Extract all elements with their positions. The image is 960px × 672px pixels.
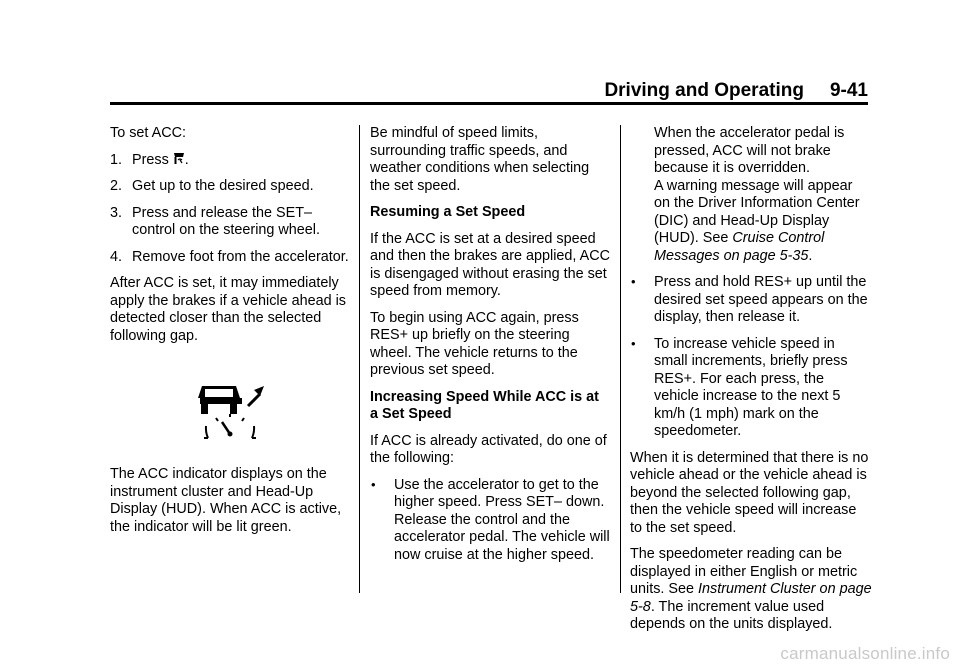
acc-indicator-icon	[196, 382, 266, 444]
step-number: 1.	[110, 151, 123, 168]
step-2	[110, 178, 350, 196]
bullet-continuation	[630, 125, 872, 265]
page-number: 9-41	[829, 80, 868, 101]
bullet-accelerator	[370, 477, 610, 565]
column-1	[110, 125, 350, 545]
step-text: Press and release the SET– control on the steering wheel.	[132, 204, 320, 238]
no-vehicle-paragraph: When it is determined that there is no vehicle ahead or the vehicle ahead is beyond the selected following gap, then the vehicle speed will increase to the set speed.	[630, 449, 869, 536]
step-text: Remove foot from the accelerator.	[132, 248, 349, 265]
bullet-increments	[630, 336, 872, 441]
column-3	[630, 125, 872, 643]
step-number: 3.	[110, 204, 123, 221]
resume-paragraph-2: To begin using ACC again, press RES+ up briefly on the steering wheel. The vehicle returns to the previous set speed.	[370, 309, 579, 378]
step-text: Press	[132, 151, 169, 168]
heading-resuming: Resuming a Set Speed	[370, 204, 526, 220]
step-3	[110, 205, 350, 240]
increase-intro: If ACC is already activated, do one of the following:	[370, 432, 607, 466]
step-number: 4.	[110, 248, 123, 265]
acc-set-paragraph: After ACC is set, it may immediately apply the brakes if a vehicle ahead is detected closer than the selected following gap.	[110, 275, 346, 344]
bullet-text: Press and hold RES+ up until the desired set speed appears on the display, then release it.	[654, 274, 868, 325]
continuation-text-1: When the accelerator pedal is pressed, ACC will not brake because it is overridden.	[654, 125, 845, 176]
step-1	[110, 152, 350, 170]
bullet-dot: •	[371, 476, 376, 492]
bullet-dot: •	[631, 335, 636, 351]
cross-reference-link[interactable]: Cruise Control Messages on page 5-35	[654, 230, 825, 264]
resume-paragraph-1: If the ACC is set at a desired speed and then the brakes are applied, ACC is disengaged without erasing the set speed from memory.	[370, 230, 611, 299]
bullet-text: Use the accelerator to get to the higher speed. Press SET– down. Release the control and the accelerator pedal. The vehicle will now cruise at the higher speed.	[394, 476, 610, 563]
column-divider-2	[620, 125, 621, 593]
column-2	[370, 125, 610, 573]
section-title: Driving and Operating	[604, 80, 804, 101]
units-paragraph	[630, 546, 872, 634]
bullet-dot: •	[631, 274, 636, 289]
set-acc-intro: To set ACC:	[110, 125, 186, 141]
step-text-end: .	[184, 151, 189, 168]
column-divider-1	[359, 125, 360, 593]
step-text: Get up to the desired speed.	[132, 178, 314, 194]
bullet-text: To increase vehicle speed in small increments, briefly press RES+. For each press, the vehicle increase to the next 5 km/h (1 mph) mark on the speedometer.	[654, 335, 848, 439]
heading-increasing-speed: Increasing Speed While ACC is at a Set Speed	[370, 388, 599, 422]
cross-reference-link[interactable]: Instrument Cluster on page 5-8	[630, 581, 872, 615]
header-rule	[110, 102, 868, 105]
continuation-text-2	[654, 178, 872, 266]
watermark: carmanualsonline.info	[780, 644, 950, 663]
step-number: 2.	[110, 178, 123, 194]
continuation-end: .	[808, 247, 813, 264]
continuation-text: A warning message will appear on the Driver Information Center (DIC) and Head-Up Display (HUD). See	[654, 177, 860, 246]
speed-limits-paragraph: Be mindful of speed limits, surrounding traffic speeds, and weather conditions when selecting the set speed.	[370, 125, 590, 194]
bullet-hold-res	[630, 274, 872, 327]
page-header	[604, 80, 868, 102]
step-4	[110, 249, 350, 267]
units-text-end: . The increment value used depends on the units displayed.	[630, 598, 833, 632]
units-text: The speedometer reading can be displayed in either English or metric units. See	[630, 546, 858, 597]
acc-indicator-paragraph: The ACC indicator displays on the instrument cluster and Head-Up Display (HUD). When ACC is active, the indicator will be lit green.	[110, 466, 342, 535]
cruise-control-icon	[173, 152, 185, 166]
